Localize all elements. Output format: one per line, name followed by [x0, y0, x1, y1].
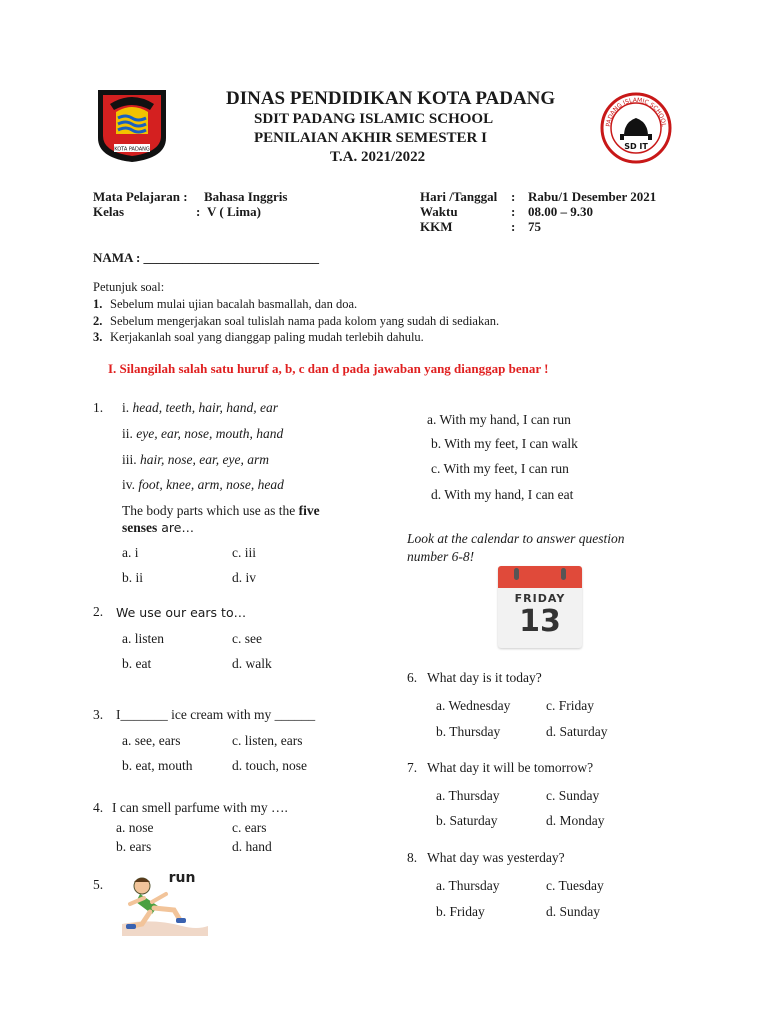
q8-option-c[interactable]: c. Tuesday [546, 878, 604, 893]
kota-padang-logo [96, 88, 168, 164]
kkm-colon: : [511, 219, 516, 234]
q8-option-a[interactable]: a. Thursday [436, 878, 500, 893]
q8-option-d[interactable]: d. Sunday [546, 904, 600, 919]
q5-option-b[interactable]: b. With my feet, I can walk [431, 436, 578, 451]
kelas-label: Kelas [93, 204, 125, 219]
petunjuk-item-2: Sebelum mengerjakan soal tulislah nama pada kolom yang sudah di sediakan. [110, 314, 500, 328]
q6-option-d[interactable]: d. Saturday [546, 724, 608, 739]
calendar-icon [498, 566, 582, 648]
q7-number: 7. [407, 760, 418, 775]
q5-number: 5. [93, 877, 104, 892]
q5-option-d[interactable]: d. With my hand, I can eat [431, 487, 574, 502]
kelas-value: V ( Lima) [207, 204, 261, 219]
calendar-instruction-line1: Look at the calendar to answer question [407, 531, 625, 546]
q1-option-d[interactable]: d. iv [232, 570, 257, 585]
school-name: SDIT PADANG ISLAMIC SCHOOL [254, 111, 494, 127]
q6-option-c[interactable]: c. Friday [546, 698, 594, 713]
q4-option-a[interactable]: a. nose [116, 820, 154, 835]
q5-option-a[interactable]: a. With my hand, I can run [427, 412, 571, 427]
waktu-label: Waktu [420, 204, 458, 219]
petunjuk-item-1: Sebelum mulai ujian bacalah basmallah, dan doa. [110, 297, 358, 311]
calendar-day: FRIDAY [514, 592, 566, 605]
kkm-label: KKM [420, 219, 453, 234]
q1-option-b[interactable]: b. ii [122, 570, 144, 585]
nama-field[interactable]: NAMA : ___________________________ [93, 250, 320, 265]
q6-option-a[interactable]: a. Wednesday [436, 698, 511, 713]
petunjuk-item-3: Kerjakanlah soal yang dianggap paling mudah terlebih dahulu. [110, 330, 424, 344]
q1-item-2: ii. eye, ear, nose, mouth, hand [122, 426, 284, 441]
q1-option-a[interactable]: a. i [122, 545, 139, 560]
q3-number: 3. [93, 707, 104, 722]
running-boy-image [122, 866, 208, 936]
kelas-colon: : [196, 204, 201, 219]
calendar-ring-left [514, 568, 519, 580]
q6-question: What day is it today? [427, 670, 542, 685]
q8-question: What day was yesterday? [427, 850, 565, 865]
q1-stem-line2: senses are… [122, 520, 194, 535]
q3-option-b[interactable]: b. eat, mouth [122, 758, 193, 773]
q3-question: I_______ ice cream with my ______ [116, 707, 316, 722]
exam-name: PENILAIAN AKHIR SEMESTER I [254, 130, 487, 146]
q7-option-c[interactable]: c. Sunday [546, 788, 600, 803]
q8-option-b[interactable]: b. Friday [436, 904, 485, 919]
left-logo-text: KOTA PADANG [114, 146, 150, 153]
right-logo-bottom-text: SD IT [624, 142, 648, 151]
q1-item-1: i. head, teeth, hair, hand, ear [122, 400, 278, 415]
q2-option-a[interactable]: a. listen [122, 631, 164, 646]
q6-option-b[interactable]: b. Thursday [436, 724, 501, 739]
q3-option-d[interactable]: d. touch, nose [232, 758, 307, 773]
q6-number: 6. [407, 670, 418, 685]
q1-option-c[interactable]: c. iii [232, 545, 256, 560]
q7-question: What day it will be tomorrow? [427, 760, 594, 775]
petunjuk-num-2: 2. [93, 314, 103, 328]
run-label: run [168, 870, 196, 886]
q7-option-a[interactable]: a. Thursday [436, 788, 500, 803]
q2-option-b[interactable]: b. eat [122, 656, 152, 671]
mapel-label: Mata Pelajaran : [93, 189, 188, 204]
petunjuk-num-3: 3. [93, 330, 103, 344]
q1-item-3: iii. hair, nose, ear, eye, arm [122, 452, 269, 467]
section-instruction: I. Silangilah salah satu huruf a, b, c dan d pada jawaban yang dianggap benar ! [108, 361, 549, 376]
q2-option-c[interactable]: c. see [232, 631, 262, 646]
q4-option-b[interactable]: b. ears [116, 839, 152, 854]
mapel-value: Bahasa Inggris [204, 189, 288, 204]
waktu-colon: : [511, 204, 516, 219]
calendar-ring-right [561, 568, 566, 580]
waktu-value: 08.00 – 9.30 [528, 204, 593, 219]
q4-number: 4. [93, 800, 104, 815]
right-logo-top-text: PADANG ISLAMIC SCHOOL [605, 96, 667, 128]
petunjuk-title: Petunjuk soal: [93, 280, 165, 294]
hari-label: Hari /Tanggal [420, 189, 498, 204]
q3-option-a[interactable]: a. see, ears [122, 733, 181, 748]
q3-option-c[interactable]: c. listen, ears [232, 733, 303, 748]
hari-value: Rabu/1 Desember 2021 [528, 189, 657, 204]
calendar-date: 13 [519, 604, 561, 639]
q1-number: 1. [93, 400, 104, 415]
kkm-value: 75 [528, 219, 541, 234]
q1-stem-line1: The body parts which use as the five [122, 503, 320, 518]
q1-item-4: iv. foot, knee, arm, nose, head [122, 477, 284, 492]
q4-option-c[interactable]: c. ears [232, 820, 267, 835]
q8-number: 8. [407, 850, 418, 865]
q4-option-d[interactable]: d. hand [232, 839, 272, 854]
q4-question: I can smell parfume with my …. [112, 800, 288, 815]
q2-number: 2. [93, 604, 104, 619]
q2-question: We use our ears to… [116, 605, 247, 620]
sdit-logo [600, 92, 672, 164]
calendar-instruction-line2: number 6-8! [407, 549, 475, 564]
q7-option-b[interactable]: b. Saturday [436, 813, 498, 828]
q2-option-d[interactable]: d. walk [232, 656, 272, 671]
academic-year: T.A. 2021/2022 [330, 149, 426, 165]
q7-option-d[interactable]: d. Monday [546, 813, 605, 828]
petunjuk-num-1: 1. [93, 297, 103, 311]
header-title: DINAS PENDIDIKAN KOTA PADANG [226, 88, 556, 109]
q5-option-c[interactable]: c. With my feet, I can run [431, 461, 569, 476]
hari-colon: : [511, 189, 516, 204]
